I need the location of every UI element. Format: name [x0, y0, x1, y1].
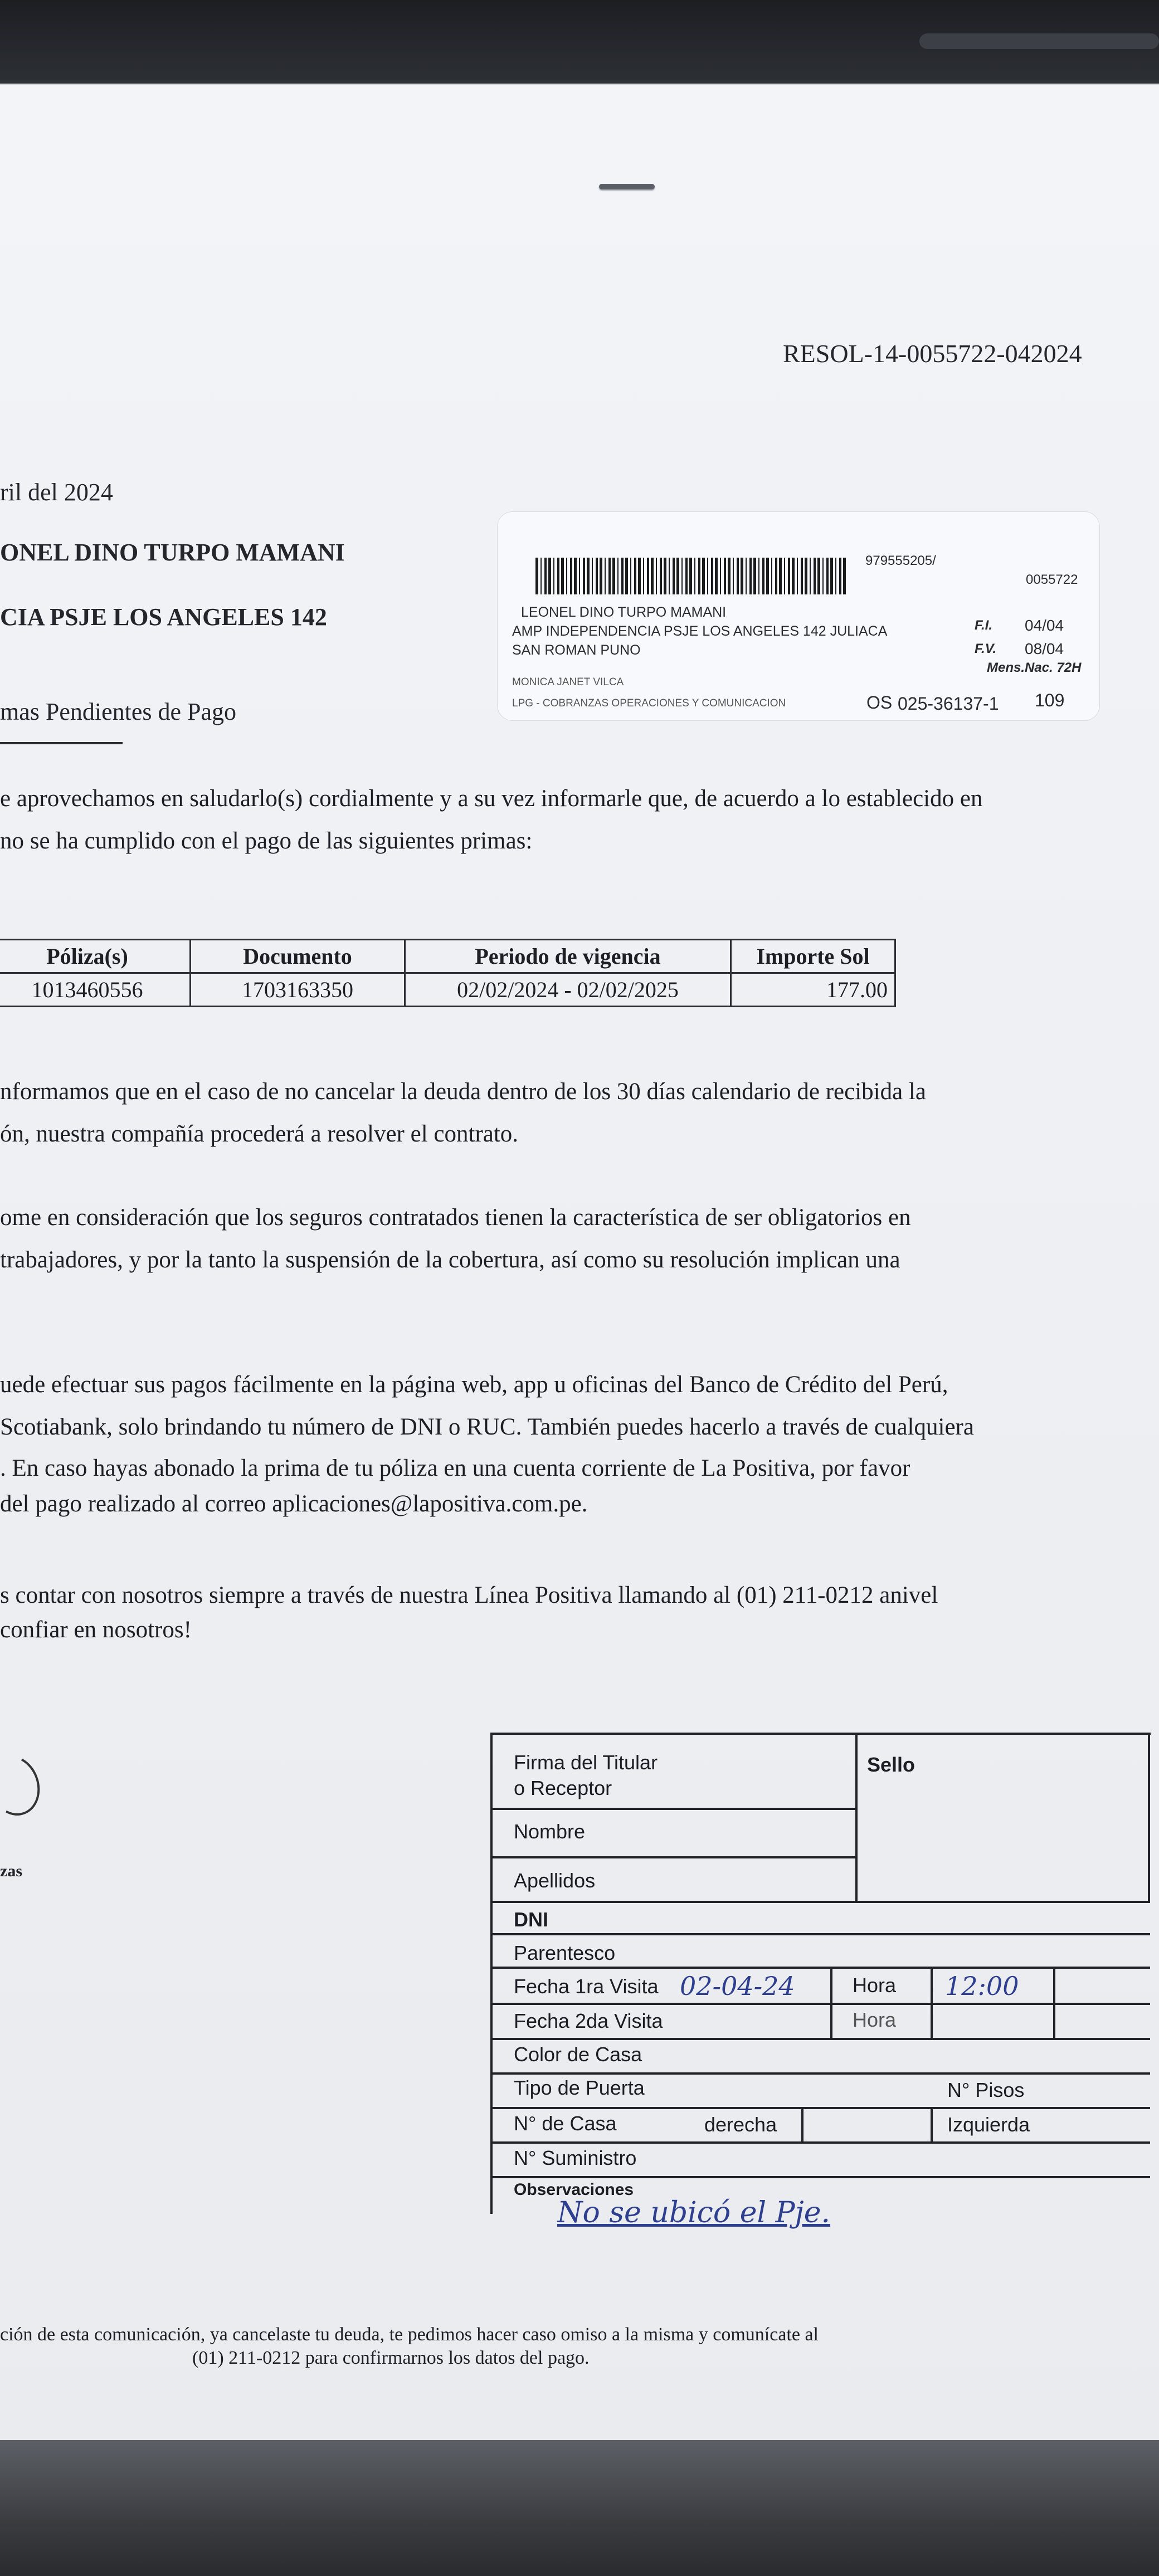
- paragraph-line: s contar con nosotros siempre a través de nuestra Línea Positiva llamando al (01) 211-0212 anivel: [0, 1582, 938, 1608]
- subject-underline: [0, 742, 123, 744]
- nombre-label: Nombre: [514, 1820, 586, 1843]
- label-code: 0055722: [1026, 572, 1078, 587]
- fi-label: F.I.: [975, 618, 993, 633]
- num-casa-label: N° de Casa: [514, 2112, 617, 2135]
- izquierda-label: Izquierda: [947, 2113, 1030, 2136]
- policy-table: [0, 939, 896, 1007]
- observaciones-value: No se ubicó el Pje.: [557, 2196, 831, 2229]
- firma-label-line2: o Receptor: [514, 1777, 612, 1799]
- paragraph-line: del pago realizado al correo aplicaciones@lapositiva.com.pe.: [0, 1491, 588, 1517]
- recipient-address: CIA PSJE LOS ANGELES 142: [0, 603, 327, 631]
- form-line: [931, 1969, 933, 2040]
- label-agent: MONICA JANET VILCA: [512, 676, 624, 688]
- form-line: [490, 2038, 1150, 2040]
- fecha2-label: Fecha 2da Visita: [514, 2009, 663, 2032]
- form-line: [490, 2107, 1150, 2109]
- pisos-label: N° Pisos: [947, 2079, 1025, 2101]
- label-address-line1: AMP INDEPENDENCIA PSJE LOS ANGELES 142 JULIACA: [512, 623, 888, 639]
- firma-label-line1: Firma del Titular: [514, 1751, 658, 1774]
- color-casa-label: Color de Casa: [514, 2043, 642, 2066]
- background-bottom: [0, 2440, 1159, 2576]
- form-line: [490, 2003, 1150, 2005]
- cell-periodo: 02/02/2024 - 02/02/2025: [405, 973, 731, 1007]
- letter-subject: mas Pendientes de Pago: [0, 698, 237, 725]
- derecha-label: derecha: [704, 2113, 777, 2136]
- hora2-label: Hora: [853, 2008, 897, 2031]
- form-line: [931, 2109, 933, 2143]
- barcode: [535, 558, 846, 594]
- recipient-name: ONEL DINO TURPO MAMANI: [0, 539, 345, 566]
- paragraph-line: . En caso hayas abonado la prima de tu póliza en una cuenta corriente de La Positiva, por favor: [0, 1455, 910, 1481]
- os-number: 025-36137-1: [898, 694, 999, 714]
- letter-date: ril del 2024: [0, 479, 113, 506]
- col-header-importe: Importe Sol: [731, 940, 895, 973]
- form-line: [830, 1969, 832, 2040]
- form-line: [1053, 1969, 1055, 2040]
- paragraph-line: nformamos que en el caso de no cancelar la deuda dentro de los 30 días calendario de recibida la: [0, 1079, 926, 1105]
- form-line: [801, 2109, 803, 2143]
- col-header-poliza: Póliza(s): [0, 940, 191, 973]
- paragraph-line: e aprovechamos en saludarlo(s) cordialmente y a su vez informarle que, de acuerdo a lo establecido en: [0, 786, 983, 812]
- fecha1-value: 02-04-24: [680, 1971, 795, 2001]
- paragraph-line: confiar en nosotros!: [0, 1617, 192, 1643]
- footer-line2: (01) 211-0212 para confirmarnos los datos del pago.: [192, 2348, 590, 2368]
- observaciones-label: Observaciones: [514, 2180, 634, 2199]
- form-line: [490, 2176, 1150, 2178]
- mens-nac: Mens.Nac. 72H: [987, 660, 1082, 675]
- cell-importe: 177.00: [731, 973, 895, 1007]
- os-extra: 109: [1035, 690, 1065, 710]
- paragraph-line: ón, nuestra compañía procederá a resolver el contrato.: [0, 1121, 519, 1147]
- col-header-documento: Documento: [191, 940, 405, 973]
- form-line: [490, 1856, 858, 1858]
- background-object: [919, 33, 1159, 49]
- hora1-value: 12:00: [945, 1971, 1019, 2001]
- apellidos-label: Apellidos: [514, 1869, 596, 1892]
- form-line: [490, 1733, 493, 2212]
- form-line: [490, 1808, 858, 1810]
- dni-label: DNI: [514, 1908, 548, 1931]
- cell-poliza: 1013460556: [0, 973, 191, 1007]
- signatory-fragment: zas: [0, 1862, 22, 1880]
- staple: [599, 184, 655, 189]
- paragraph-line: ome en consideración que los seguros contratados tienen la característica de ser obligatorios en: [0, 1204, 911, 1231]
- form-line: [1148, 1733, 1150, 1903]
- footer-line1: ción de esta comunicación, ya cancelaste tu deuda, te pedimos hacer caso omiso a la misma y comunícate al: [0, 2324, 819, 2345]
- parentesco-label: Parentesco: [514, 1941, 616, 1964]
- label-address-line2: SAN ROMAN PUNO: [512, 642, 641, 658]
- table-header-row: [0, 940, 895, 973]
- label-company: LPG - COBRANZAS OPERACIONES Y COMUNICACION: [512, 697, 786, 709]
- form-line: [490, 1967, 1150, 1969]
- paragraph-line: Scotiabank, solo brindando tu número de DNI o RUC. También puedes hacerlo a través de cualquiera: [0, 1414, 974, 1440]
- fv-label: F.V.: [975, 641, 997, 656]
- paragraph-line: trabajadores, y por la tanto la suspensión de la cobertura, así como su resolución implican una: [0, 1247, 900, 1273]
- form-line: [490, 2212, 493, 2214]
- cell-documento: 1703163350: [191, 973, 405, 1007]
- suministro-label: N° Suministro: [514, 2146, 637, 2169]
- form-line: [855, 1733, 858, 1903]
- fecha1-label: Fecha 1ra Visita: [514, 1975, 659, 1998]
- tipo-puerta-label: Tipo de Puerta: [514, 2076, 645, 2099]
- form-line: [490, 2141, 1150, 2144]
- form-line: [490, 1933, 1150, 1935]
- barcode-number: 979555205/: [865, 553, 936, 568]
- visit-form: [490, 1733, 1159, 2234]
- reference-number: RESOL-14-0055722-042024: [783, 339, 1082, 368]
- table-row: [0, 973, 895, 1007]
- hora1-label: Hora: [853, 1974, 897, 1997]
- form-line: [490, 2072, 1150, 2075]
- col-header-periodo: Periodo de vigencia: [405, 940, 731, 973]
- form-line: [490, 1733, 1151, 1735]
- paragraph-line: no se ha cumplido con el pago de las siguientes primas:: [0, 828, 533, 854]
- sello-label: Sello: [867, 1753, 915, 1776]
- address-label: [497, 511, 1100, 721]
- os-label: OS: [866, 692, 893, 713]
- form-line: [490, 1901, 1150, 1903]
- paragraph-line: uede efectuar sus pagos fácilmente en la página web, app u oficinas del Banco de Crédito del Perú,: [0, 1372, 948, 1398]
- fi-value: 04/04: [1025, 617, 1064, 634]
- label-name: LEONEL DINO TURPO MAMANI: [521, 604, 727, 620]
- fv-value: 08/04: [1025, 640, 1064, 657]
